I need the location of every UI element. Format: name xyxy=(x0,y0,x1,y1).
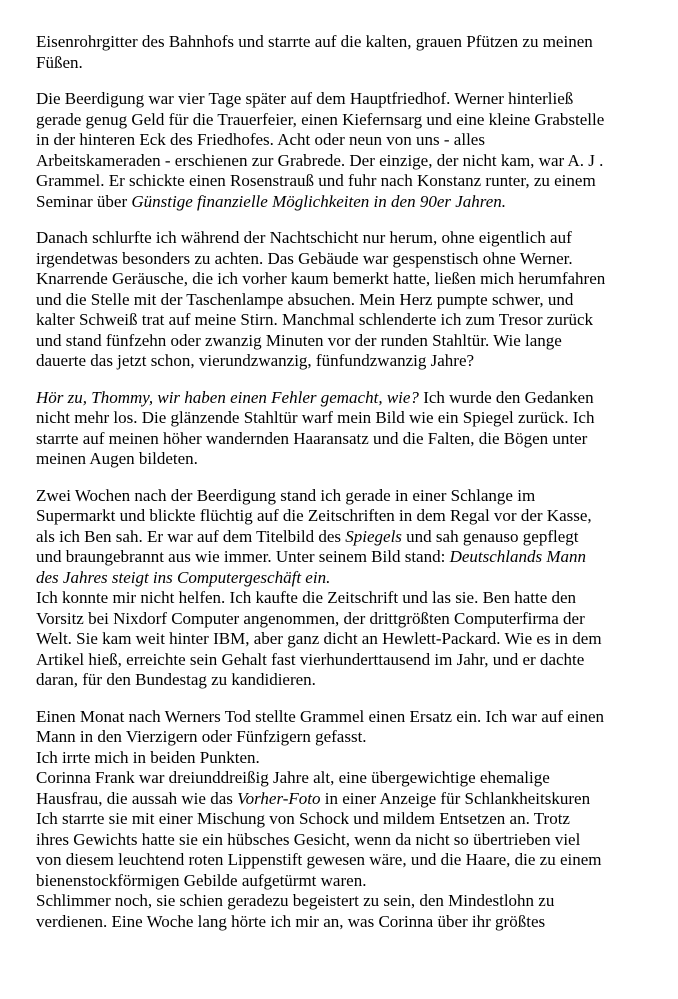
text-run: dauerte das jetzt schon, vierundzwanzig, fünfundzwanzig Jahre? xyxy=(36,351,475,370)
text-line xyxy=(36,650,660,671)
text-run: Ich wurde den Gedanken xyxy=(418,387,594,407)
text-line xyxy=(36,408,660,429)
text-run: Grammel. Er schickte einen Rosenstrauß und fuhr nach Konstanz runter, zu einem xyxy=(36,171,596,190)
text-run: in einer Anzeige für Schlankheitskuren xyxy=(320,788,591,808)
text-run: Arbeitskameraden - erschienen zur Grabrede. Der einzige, der nicht kam, war A. J . xyxy=(36,150,604,170)
paragraph xyxy=(36,486,660,691)
emphasized-text: Hör zu, Thommy, wir haben einen Fehler gemacht, wie? xyxy=(36,387,419,407)
paragraph xyxy=(36,228,660,372)
text-line xyxy=(36,707,660,728)
text-line xyxy=(36,449,660,470)
text-line xyxy=(36,53,660,74)
text-run: von diesem leuchtend roten Lippenstift gewesen wäre, und die Haare, die zu einem xyxy=(36,850,602,869)
text-line xyxy=(36,588,660,609)
text-run: Einen Monat nach Werners Tod stellte Grammel einen Ersatz ein. Ich war auf einen xyxy=(36,706,604,726)
text-run: daran, für den Bundestag zu kandidieren. xyxy=(36,670,316,689)
paragraph xyxy=(36,32,660,73)
text-run: Zwei Wochen nach der Beerdigung stand ich gerade in einer Schlange im xyxy=(36,485,536,505)
text-run: Ich irrte mich in beiden Punkten. xyxy=(36,747,260,767)
text-run: Vorsitz bei Nixdorf Computer angenommen, der drittgrößten Computerfirma der xyxy=(36,608,585,628)
text-run: ihres Gewichts hatte sie ein hübsches Gesicht, wenn da nicht so übertrieben viel xyxy=(36,829,581,849)
text-line xyxy=(36,331,660,352)
text-line xyxy=(36,912,660,933)
text-line xyxy=(36,629,660,650)
text-line xyxy=(36,110,660,131)
text-line xyxy=(36,748,660,769)
paragraph xyxy=(36,388,660,470)
text-line xyxy=(36,871,660,892)
emphasized-text: Vorher-Foto xyxy=(237,788,321,808)
text-line xyxy=(36,388,660,409)
text-line xyxy=(36,486,660,507)
text-run: starrte auf meinen höher wandernden Haaransatz und die Falten, die Bögen unter xyxy=(36,428,588,448)
emphasized-text: Günstige finanzielle Möglichkeiten in den 90er Jahren. xyxy=(131,191,507,211)
text-line xyxy=(36,130,660,151)
text-line xyxy=(36,891,660,912)
text-run: und sah genauso gepflegt xyxy=(401,526,579,546)
text-run: gerade genug Geld für die Trauerfeier, einen Kiefernsarg und eine kleine Grabstelle xyxy=(36,109,605,129)
text-run: Danach schlurfte ich während der Nachtschicht nur herum, ohne eigentlich auf xyxy=(36,228,572,247)
text-line xyxy=(36,351,660,372)
text-line xyxy=(36,727,660,748)
document-body xyxy=(36,32,660,932)
text-run: meinen Augen bildeten. xyxy=(36,449,198,468)
text-line xyxy=(36,547,660,568)
text-run: in der hinteren Eck des Friedhofes. Acht oder neun von uns - alles xyxy=(36,130,485,149)
text-run: Supermarkt und blickte flüchtig auf die Zeitschriften in dem Regal vor der Kasse, xyxy=(36,506,592,525)
text-run: Füßen. xyxy=(36,52,83,72)
text-line xyxy=(36,850,660,871)
emphasized-text: Deutschlands Mann xyxy=(449,547,587,566)
text-line xyxy=(36,768,660,789)
text-line xyxy=(36,290,660,311)
emphasized-text: des Jahres steigt ins Computergeschäft ein. xyxy=(36,567,331,587)
text-run: verdienen. Eine Woche lang hörte ich mir an, was Corinna über ihr größtes xyxy=(36,911,546,931)
text-line xyxy=(36,228,660,249)
text-run: irgendetwas besonders zu achten. Das Gebäude war gespenstisch ohne Werner. xyxy=(36,248,573,268)
text-line xyxy=(36,192,660,213)
text-line xyxy=(36,830,660,851)
text-line xyxy=(36,151,660,172)
text-line xyxy=(36,506,660,527)
text-run: Seminar über xyxy=(36,191,132,211)
text-line xyxy=(36,269,660,290)
emphasized-text: Spiegels xyxy=(345,526,402,546)
text-line xyxy=(36,789,660,810)
text-run: und stand fünfzehn oder zwanzig Minuten vor der runden Stahltür. Wie lange xyxy=(36,330,562,350)
text-line xyxy=(36,527,660,548)
text-run: Corinna Frank war dreiunddreißig Jahre alt, eine übergewichtige ehemalige xyxy=(36,768,550,787)
text-line xyxy=(36,809,660,830)
text-run: bienenstockförmigen Gebilde aufgetürmt waren. xyxy=(36,870,367,890)
text-run: und braungebrannt aus wie immer. Unter seinem Bild stand: xyxy=(36,547,450,566)
text-line xyxy=(36,310,660,331)
text-run: Hausfrau, die aussah wie das xyxy=(36,788,238,808)
text-line xyxy=(36,32,660,53)
text-line xyxy=(36,171,660,192)
text-run: Welt. Sie kam weit hinter IBM, aber ganz dicht an Hewlett-Packard. Wie es in dem xyxy=(36,629,602,648)
text-line xyxy=(36,670,660,691)
text-line xyxy=(36,89,660,110)
text-run: Artikel hieß, erreichte sein Gehalt fast vierhunderttausend im Jahr, und er dachte xyxy=(36,649,585,669)
text-run: Ich starrte sie mit einer Mischung von Schock und mildem Entsetzen an. Trotz xyxy=(36,809,570,828)
text-run: als ich Ben sah. Er war auf dem Titelbild des xyxy=(36,526,346,546)
text-run: Knarrende Geräusche, die ich vorher kaum bemerkt hatte, ließen mich herumfahren xyxy=(36,269,606,288)
text-run: Mann in den Vierzigern oder Fünfzigern gefasst. xyxy=(36,727,367,746)
paragraph xyxy=(36,707,660,933)
paragraph xyxy=(36,89,660,212)
text-line xyxy=(36,249,660,270)
text-line xyxy=(36,568,660,589)
text-run: und die Stelle mit der Taschenlampe absuchen. Mein Herz pumpte schwer, und xyxy=(36,289,574,309)
text-run: Die Beerdigung war vier Tage später auf dem Hauptfriedhof. Werner hinterließ xyxy=(36,89,574,108)
text-run: Eisenrohrgitter des Bahnhofs und starrte auf die kalten, grauen Pfützen zu meinen xyxy=(36,32,593,51)
text-line xyxy=(36,609,660,630)
text-line xyxy=(36,429,660,450)
text-run: Ich konnte mir nicht helfen. Ich kaufte die Zeitschrift und las sie. Ben hatte den xyxy=(36,588,577,607)
text-run: Schlimmer noch, sie schien geradezu begeistert zu sein, den Mindestlohn zu xyxy=(36,891,555,910)
text-run: kalter Schweiß trat auf meine Stirn. Manchmal schlenderte ich zum Tresor zurück xyxy=(36,310,594,329)
text-run: nicht mehr los. Die glänzende Stahltür warf mein Bild wie ein Spiegel zurück. Ich xyxy=(36,408,595,427)
